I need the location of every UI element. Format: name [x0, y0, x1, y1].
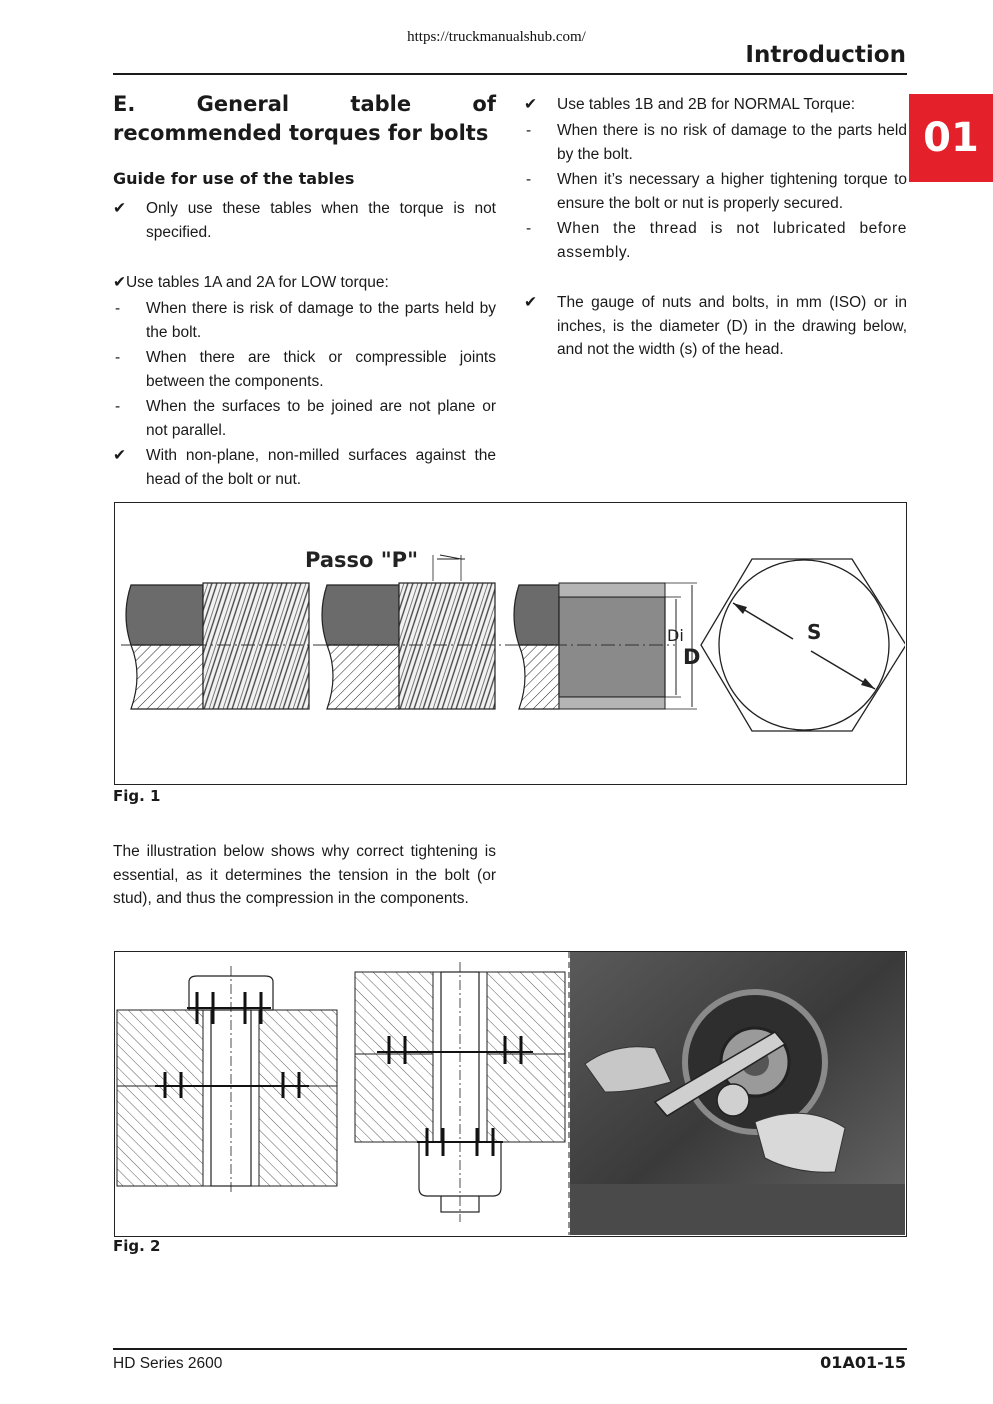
- footer-rule: [113, 1348, 907, 1350]
- list-item-non-plane: ✔ With non-plane, non-milled surfaces against the head of the bolt or nut.: [113, 444, 496, 491]
- check-icon: ✔: [524, 96, 537, 113]
- dash-marker: -: [526, 171, 532, 188]
- bolt-section-2: [327, 645, 399, 709]
- hex-head: [701, 559, 905, 731]
- bolt-shank-2: [322, 585, 399, 645]
- guide-subtitle: Guide for use of the tables: [113, 169, 355, 188]
- thread-2: [399, 583, 495, 709]
- check-icon: ✔: [113, 200, 126, 217]
- low-torque-heading: ✔Use tables 1A and 2A for LOW torque:: [113, 274, 389, 291]
- footer-page-code: 01A01-15: [820, 1353, 906, 1372]
- bolt-thread-bottom: [559, 697, 665, 709]
- figure-1-caption: Fig. 1: [113, 787, 161, 805]
- dash-marker: -: [115, 398, 121, 415]
- label-di: Di: [667, 626, 684, 645]
- section-title: Introduction: [745, 42, 906, 68]
- figure-2-caption: Fig. 2: [113, 1237, 161, 1255]
- chapter-tab: 01: [909, 94, 993, 182]
- header-rule: [113, 73, 907, 75]
- source-url[interactable]: https://truckmanualshub.com/: [407, 29, 586, 45]
- list-item-gauge: ✔ The gauge of nuts and bolts, in mm (ISO) or in inches, is the diameter (D) in the drawing below, and not the width (s) of the head.: [524, 291, 907, 362]
- bolt-thread-top: [559, 583, 665, 597]
- dash-marker: -: [115, 349, 121, 366]
- list-item-normal-3: - When the thread is not lubricated before assembly.: [524, 217, 907, 264]
- check-icon: ✔: [113, 447, 126, 464]
- footer-series: HD Series 2600: [113, 1355, 223, 1372]
- bolt-shank-3: [514, 585, 559, 645]
- list-item-only-use: ✔ Only use these tables when the torque is not specified.: [113, 197, 496, 244]
- illustration-paragraph: The illustration below shows why correct tightening is essential, as it determines the tension in the bolt (or stud), and thus the compression in the components.: [113, 843, 496, 907]
- label-pitch: Passo "P": [305, 548, 419, 572]
- bolt-tightening-diagram: [115, 952, 905, 1235]
- dash-marker: -: [115, 300, 121, 317]
- bolt-section-3: [519, 645, 559, 709]
- label-s: S: [807, 620, 822, 644]
- figure-1: [114, 502, 907, 785]
- figure-2: [114, 951, 907, 1237]
- check-icon: ✔: [524, 294, 537, 311]
- dash-marker: -: [526, 122, 532, 139]
- list-item-normal-1: - When there is no risk of damage to the parts held by the bolt.: [524, 119, 907, 166]
- list-item-low-3: - When the surfaces to be joined are not plane or not parallel.: [113, 395, 496, 442]
- list-item-low-2: - When there are thick or compressible joints between the components.: [113, 346, 496, 393]
- label-d: D: [683, 645, 701, 669]
- list-item-normal-2: - When it’s necessary a higher tightening torque to ensure the bolt or nut is properly secured.: [524, 168, 907, 215]
- bolt-thread-diagram: [115, 503, 905, 783]
- page-title: E. General table of recommended torques for bolts: [113, 92, 496, 145]
- normal-torque-heading: ✔ Use tables 1B and 2B for NORMAL Torque:: [524, 93, 907, 117]
- bolt-shank-1: [126, 585, 203, 645]
- thread-1: [203, 583, 309, 709]
- dash-marker: -: [526, 220, 532, 237]
- bolt-section-1: [131, 645, 203, 709]
- list-item-low-1: - When there is risk of damage to the parts held by the bolt.: [113, 297, 496, 344]
- bolt-core: [559, 597, 665, 697]
